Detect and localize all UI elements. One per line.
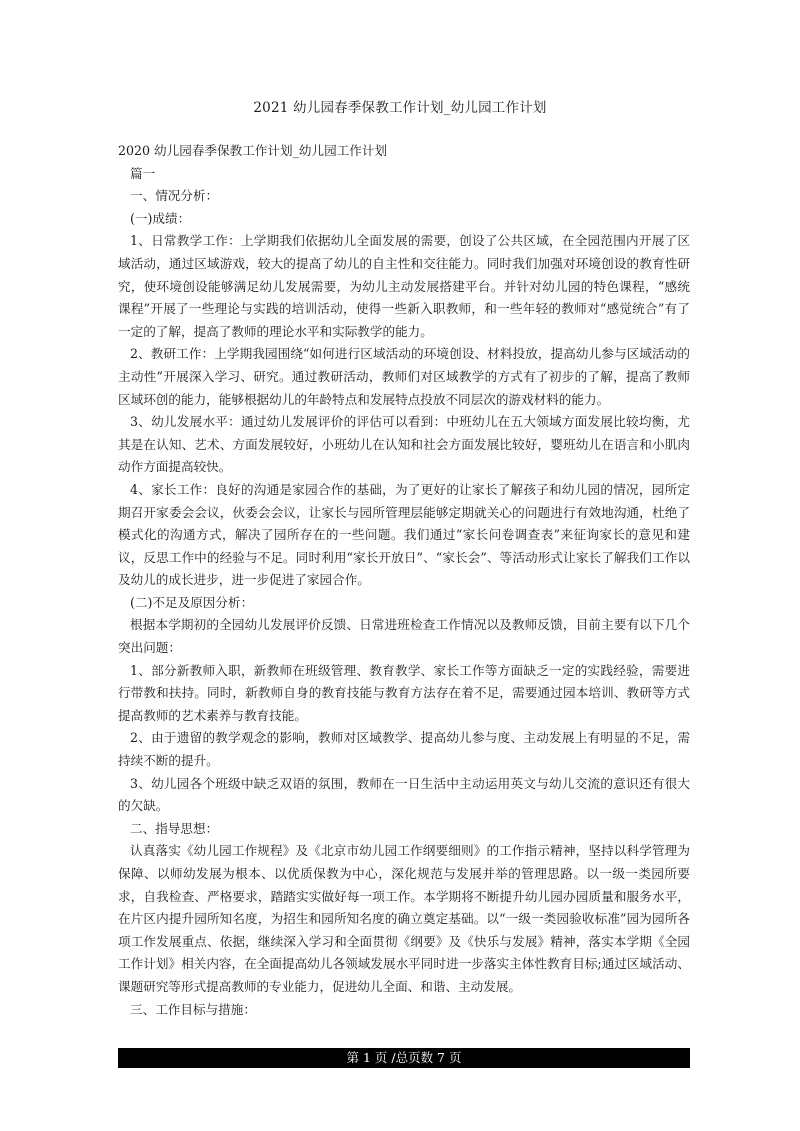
paragraph-child-development: 3、幼儿发展水平：通过幼儿发展评价的评估可以看到：中班幼儿在五大领域方面发展比较均衡，尤其是在认知、艺术、方面发展较好，小班幼儿在认知和社会方面发展比较好，婴班幼儿在语言和小肌肉动作方面提高较快。 — [118, 414, 690, 475]
heading-goals-measures: 三、工作目标与措施： — [130, 1001, 256, 1017]
heading-shortcomings: (二)不足及原因分析： — [130, 594, 254, 610]
paragraph-problem-3: 3、幼儿园各个班级中缺乏双语的氛围，教师在一日生活中主动运用英文与幼儿交流的意识还有很大的欠缺。 — [118, 775, 690, 814]
paragraph-problems-intro: 根据本学期初的全园幼儿发展评价反馈、日常进班检查工作情况以及教师反馈，目前主要有以下几个突出问题： — [118, 617, 690, 656]
heading-situation-analysis: 一、情况分析： — [130, 188, 219, 204]
document-title: 2021 幼儿园春季保教工作计划_幼儿园工作计划 — [253, 100, 547, 116]
heading-achievements: (一)成绩： — [130, 210, 191, 226]
paragraph-daily-teaching: 1、日常教学工作：上学期我们依据幼儿全面发展的需要，创设了公共区域，在全园范围内开展了区域活动，通过区域游戏，较大的提高了幼儿的自主性和交往能力。同时我们加强对环境创设的教育性研究，使环境创设能够满足幼儿发展需要，为幼儿主动发展搭建平台。并针对幼儿园的特色课程，“感统课程”开展了一些理论与实践的培训活动，使得一些新入职教师，和一些年轻的教师对“感觉统合”有了一定的了解，提高了教师的理论水平和实际教学的能力。 — [118, 233, 690, 339]
paragraph-guiding-ideology: 认真落实《幼儿园工作规程》及《北京市幼儿园工作纲要细则》的工作指示精神，坚持以科学管理为保障、以师幼发展为根本、以优质保教为中心，深化规范与发展并举的管理思路。以一级一类园所要求，自我检查、严格要求，踏踏实实做好每一项工作。本学期将不断提升幼儿园办园质量和服务水平，在片区内提升园所知名度，为招生和园所知名度的确立奠定基础。以“一级一类园验收标准”园为园所各项工作发展重点、依据，继续深入学习和全面贯彻《纲要》及《快乐与发展》精神，落实本学期《全园工作计划》相关内容，在全面提高幼儿各领域发展水平同时进一步落实主体性教育目标;通过区域活动、课题研究等形式提高教师的专业能力，促进幼儿全面、和谐、主动发展。 — [118, 843, 690, 994]
page-footer: 第 1 页 /总页数 7 页 — [118, 1048, 690, 1068]
paragraph-problem-2: 2、由于遗留的教学观念的影响，教师对区域教学、提高幼儿参与度、主动发展上有明显的不足，需持续不断的提升。 — [118, 730, 690, 769]
heading-guiding-ideology: 二、指导思想： — [130, 820, 219, 836]
paragraph-problem-1: 1、部分新教师入职，新教师在班级管理、教育教学、家长工作等方面缺乏一定的实践经验，需要进行带教和扶持。同时，新教师自身的教育技能与教育方法存在着不足，需要通过园本培训、教研等方式提高教师的艺术素养与教育技能。 — [118, 662, 690, 723]
document-subtitle: 2020 幼儿园春季保教工作计划_幼儿园工作计划 — [118, 143, 388, 158]
paragraph-research-work: 2、教研工作：上学期我园围绕“如何进行区域活动的环境创设、材料投放，提高幼儿参与区域活动的主动性”开展深入学习、研究。通过教研活动，教师们对区域教学的方式有了初步的了解，提高了教师区域环创的能力，能够根据幼儿的年龄特点和发展特点投放不同层次的游戏材料的能力。 — [118, 346, 690, 407]
document-body — [118, 140, 690, 1021]
paragraph-parent-work: 4、家长工作：良好的沟通是家园合作的基础，为了更好的让家长了解孩子和幼儿园的情况，园所定期召开家委会会议，伙委会会议，让家长与园所管理层能够定期就关心的问题进行有效地沟通，杜绝了模式化的沟通方式，解决了园所存在的一些问题。我们通过“家长问卷调查表”来征询家长的意见和建议，反思工作中的经验与不足。同时利用“家长开放日”、“家长会”、等活动形式让家长了解我们工作以及幼儿的成长进步，进一步促进了家园合作。 — [118, 481, 690, 588]
paragraph-section-label: 篇一 — [130, 165, 156, 181]
